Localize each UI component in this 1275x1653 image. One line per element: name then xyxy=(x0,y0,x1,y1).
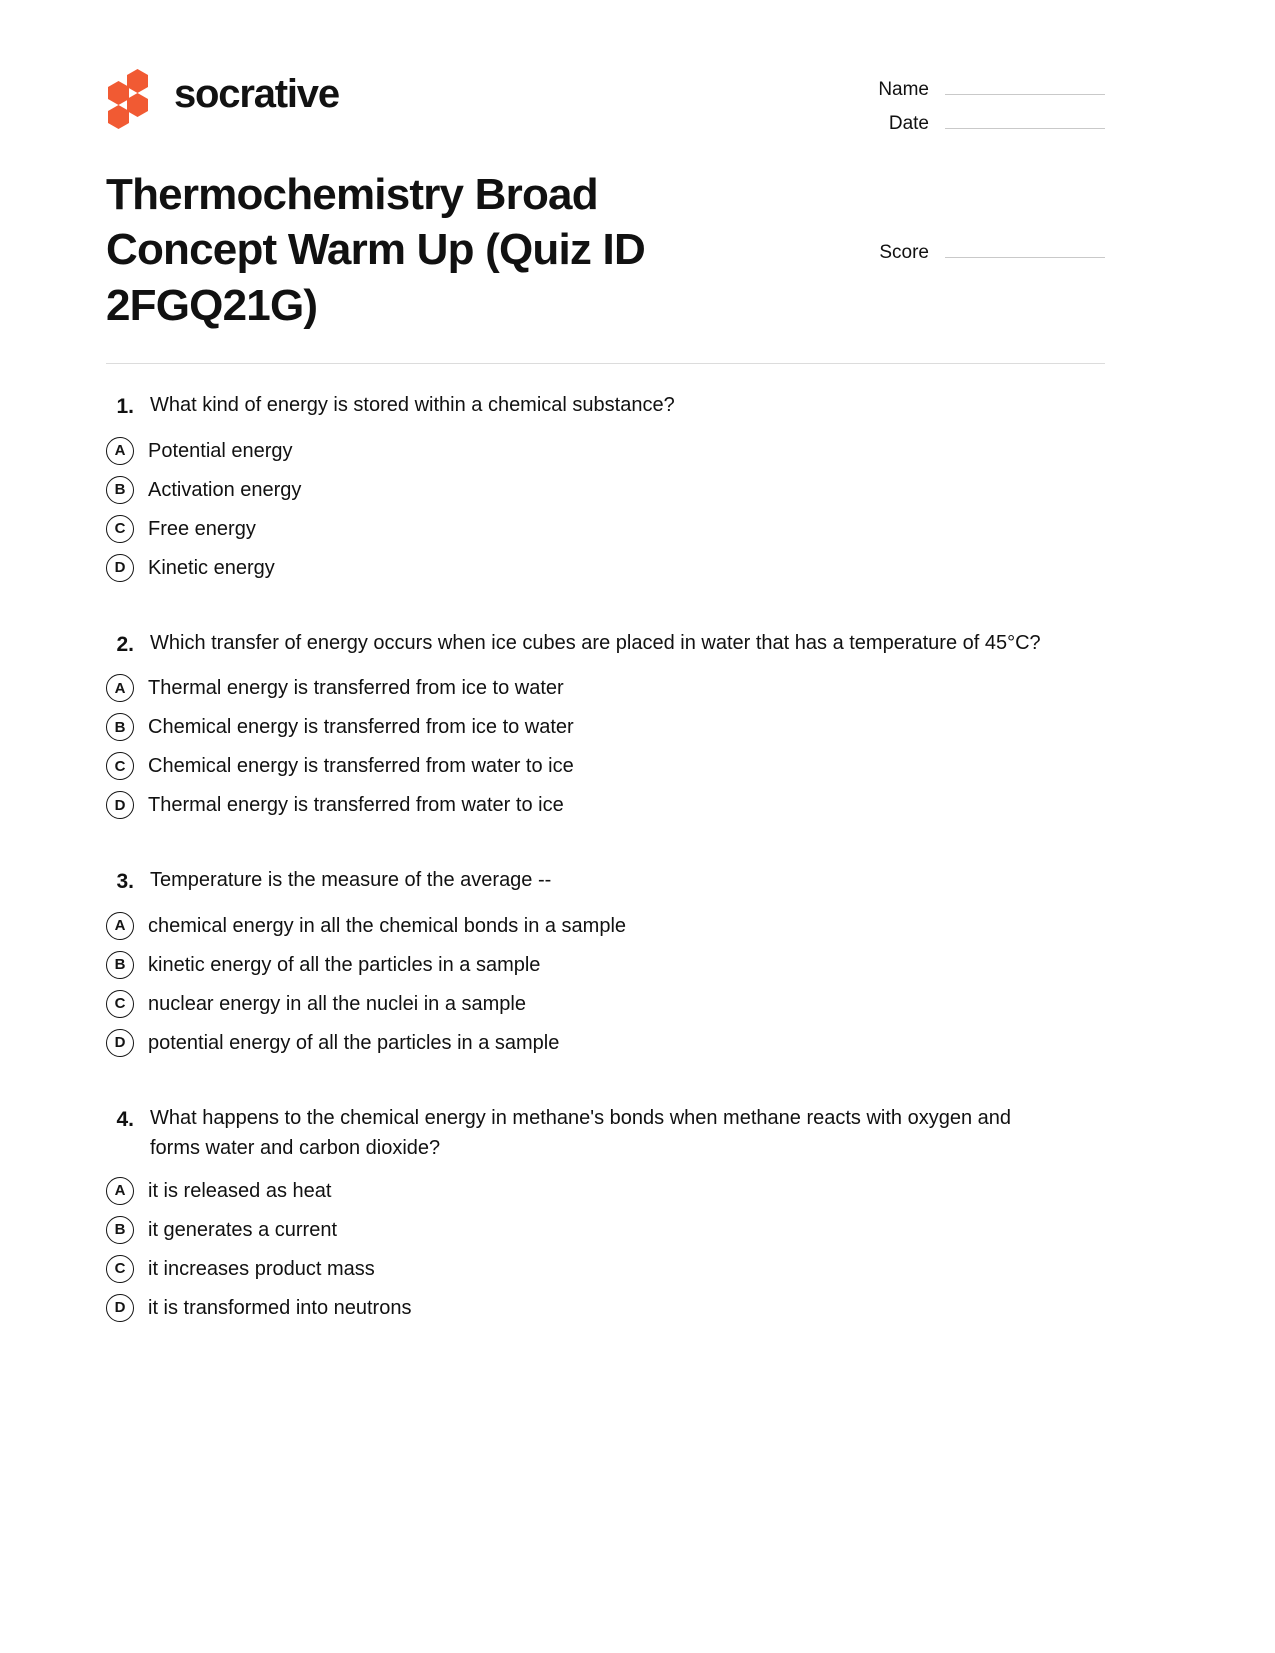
choice-option[interactable] xyxy=(106,1255,1105,1283)
page-title: Thermochemistry Broad Concept Warm Up (Quiz ID 2FGQ21G) xyxy=(106,170,645,330)
choice-label: it is released as heat xyxy=(148,1179,332,1202)
choice-bubble-icon[interactable]: C xyxy=(106,1255,134,1283)
choice-option[interactable] xyxy=(106,990,1105,1018)
choice-label: Chemical energy is transferred from water to ice xyxy=(148,755,574,778)
choice-option[interactable] xyxy=(106,476,1105,504)
question-number: 1. xyxy=(116,395,134,419)
question-header xyxy=(106,390,1105,423)
question-block xyxy=(106,390,1105,582)
choice-bubble-icon[interactable]: B xyxy=(106,951,134,979)
choice-label: it generates a current xyxy=(148,1218,337,1241)
choice-option[interactable] xyxy=(106,674,1105,702)
title-block xyxy=(0,135,1275,333)
choice-label: Thermal energy is transferred from water to ice xyxy=(148,794,564,817)
choice-label: Thermal energy is transferred from ice to water xyxy=(148,677,564,700)
brand-name: socrative xyxy=(174,72,339,116)
choice-option[interactable] xyxy=(106,554,1105,582)
score-field-label: Score xyxy=(879,242,929,263)
choice-label: Chemical energy is transferred from ice to water xyxy=(148,716,574,739)
choice-bubble-icon[interactable]: C xyxy=(106,990,134,1018)
question-number: 2. xyxy=(116,632,134,656)
question-block xyxy=(106,628,1105,820)
choice-option[interactable] xyxy=(106,951,1105,979)
question-header xyxy=(106,628,1105,661)
question-block xyxy=(106,1103,1105,1322)
choice-bubble-icon[interactable]: B xyxy=(106,476,134,504)
question-header xyxy=(106,865,1105,898)
choice-option[interactable] xyxy=(106,1294,1105,1322)
choice-option[interactable] xyxy=(106,912,1105,940)
choice-option[interactable] xyxy=(106,437,1105,465)
choice-option[interactable] xyxy=(106,791,1105,819)
choice-bubble-icon[interactable]: D xyxy=(106,1029,134,1057)
question-text: Temperature is the measure of the average -- xyxy=(150,869,552,892)
name-field-input[interactable] xyxy=(945,76,1105,95)
question-number: 4. xyxy=(116,1107,134,1131)
choice-label: chemical energy in all the chemical bonds in a sample xyxy=(148,914,627,937)
choice-bubble-icon[interactable]: A xyxy=(106,437,134,465)
socrative-hexagon-icon xyxy=(106,68,158,120)
score-field-input[interactable] xyxy=(945,239,1105,258)
date-field-label: Date xyxy=(888,113,929,134)
student-info-fields xyxy=(845,62,1105,135)
question-text: Which transfer of energy occurs when ice cubes are placed in water that has a temperature of 45°C? xyxy=(150,631,1041,654)
choice-label: nuclear energy in all the nuclei in a sample xyxy=(148,992,526,1015)
choice-label: it increases product mass xyxy=(148,1257,375,1280)
choice-label: Kinetic energy xyxy=(148,556,275,579)
choice-bubble-icon[interactable]: B xyxy=(106,713,134,741)
date-field-row xyxy=(845,110,1105,135)
choice-option[interactable] xyxy=(106,713,1105,741)
choice-option[interactable] xyxy=(106,1029,1105,1057)
choice-bubble-icon[interactable]: D xyxy=(106,1294,134,1322)
score-field-row xyxy=(879,167,1105,264)
choice-label: Potential energy xyxy=(148,439,293,462)
name-field-row xyxy=(845,76,1105,101)
question-text: What happens to the chemical energy in methane's bonds when methane reacts with oxygen and forms water and carbon dioxide? xyxy=(150,1106,1012,1159)
choice-label: Activation energy xyxy=(148,478,302,501)
choice-bubble-icon[interactable]: D xyxy=(106,554,134,582)
choice-label: potential energy of all the particles in a sample xyxy=(148,1031,560,1054)
question-text: What kind of energy is stored within a chemical substance? xyxy=(150,394,675,417)
hexagon-shape xyxy=(108,81,129,105)
date-field-input[interactable] xyxy=(945,110,1105,129)
choice-option[interactable] xyxy=(106,752,1105,780)
choice-bubble-icon[interactable]: C xyxy=(106,515,134,543)
choice-bubble-icon[interactable]: A xyxy=(106,1177,134,1205)
choice-bubble-icon[interactable]: D xyxy=(106,791,134,819)
name-field-label: Name xyxy=(878,79,929,100)
socrative-logo xyxy=(106,62,339,120)
choice-option[interactable] xyxy=(106,1216,1105,1244)
choice-label: Free energy xyxy=(148,517,256,540)
choice-bubble-icon[interactable]: C xyxy=(106,752,134,780)
question-block xyxy=(106,865,1105,1057)
choice-label: kinetic energy of all the particles in a sample xyxy=(148,953,541,976)
hexagon-shape xyxy=(108,105,129,129)
questions-list xyxy=(0,364,1275,1322)
choice-bubble-icon[interactable]: A xyxy=(106,912,134,940)
choice-option[interactable] xyxy=(106,515,1105,543)
question-number: 3. xyxy=(116,870,134,894)
page-header xyxy=(0,0,1275,135)
hexagon-shape xyxy=(127,69,148,93)
choice-bubble-icon[interactable]: B xyxy=(106,1216,134,1244)
choice-bubble-icon[interactable]: A xyxy=(106,674,134,702)
question-header xyxy=(106,1103,1105,1163)
choice-option[interactable] xyxy=(106,1177,1105,1205)
choice-label: it is transformed into neutrons xyxy=(148,1296,412,1319)
hexagon-shape xyxy=(127,93,148,117)
